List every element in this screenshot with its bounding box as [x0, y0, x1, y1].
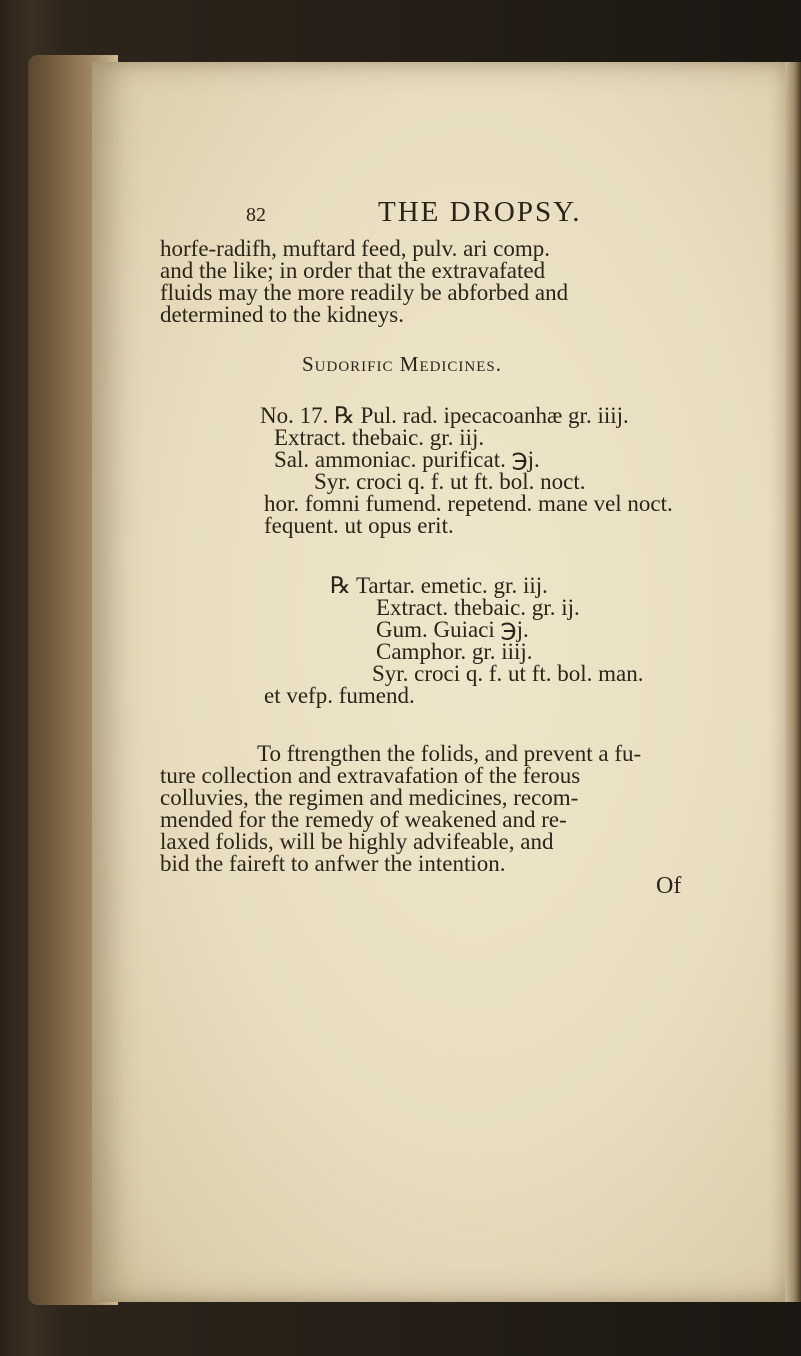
text-line: and the like; in order that the extravafated [160, 258, 546, 283]
recipe-line: Gum. Guiaci ℈j. [376, 617, 529, 642]
recipe-line: Sal. ammoniac. purificat. ℈j. [274, 447, 540, 472]
recipe-line: Syr. croci q. f. ut ft. bol. man. [372, 661, 644, 686]
recipe-line: fequent. ut opus erit. [264, 513, 454, 538]
text-line: bid the faireft to anfwer the intention. [160, 851, 506, 876]
recipe-no-17 [160, 405, 720, 537]
recipe-line: Extract. thebaic. gr. iij. [274, 425, 485, 450]
running-title: THE DROPSY. [378, 196, 582, 228]
recipe-line: Syr. croci q. f. ut ft. bol. noct. [314, 469, 586, 494]
recipe-second [160, 575, 720, 707]
text-line: colluvies, the regimen and medicines, recom- [160, 785, 579, 810]
page-number: 82 [246, 204, 266, 226]
text-line: To ftrengthen the folids, and prevent a fu- [257, 741, 642, 766]
closing-paragraph [160, 743, 720, 875]
recipe-line: hor. fomni fumend. repetend. mane vel noct. [264, 491, 673, 516]
text-line: mended for the remedy of weakened and re- [160, 807, 567, 832]
recipe-line: No. 17. ℞ Pul. rad. ipecacoanhæ gr. iiij. [260, 403, 629, 428]
recipe-line: et vefp. fumend. [264, 683, 415, 708]
catchword: Of [656, 873, 682, 899]
page-text [160, 196, 720, 875]
page-edge [785, 62, 801, 1302]
page-header [160, 196, 720, 230]
section-heading: Sudorific Medicines. [302, 352, 503, 376]
text-line: determined to the kidneys. [160, 302, 404, 327]
opening-paragraph [160, 238, 720, 326]
recipe-line: ℞ Tartar. emetic. gr. iij. [330, 573, 548, 598]
text-line: horfe-radifh, muftard feed, pulv. ari comp. [160, 236, 550, 261]
text-line: ture collection and extravafation of the ferous [160, 763, 581, 788]
text-line: fluids may the more readily be abforbed and [160, 280, 569, 305]
text-line: laxed folids, will be highly advifeable, and [160, 829, 554, 854]
recipe-line: Camphor. gr. iiij. [376, 639, 533, 664]
recipe-line: Extract. thebaic. gr. ij. [376, 595, 580, 620]
